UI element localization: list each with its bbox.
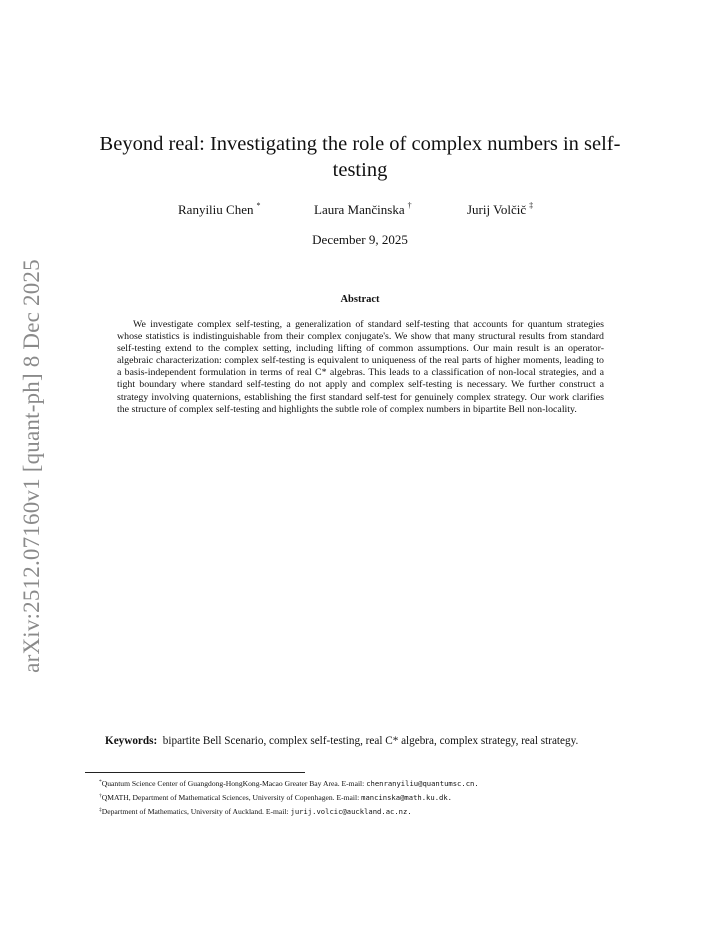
author-name: Laura Mančinska — [314, 202, 405, 217]
keywords-label: Keywords: — [105, 735, 158, 747]
keywords-text: bipartite Bell Scenario, complex self-testing, real C* algebra, complex strategy, real strategy. — [162, 735, 579, 747]
abstract-heading: Abstract — [340, 294, 380, 305]
author-name: Ranyiliu Chen — [178, 202, 254, 217]
footnote-mark: * — [99, 779, 102, 785]
footnote-email[interactable]: jurij.volcic@auckland.ac.nz. — [290, 807, 412, 817]
author-2 — [314, 201, 412, 218]
footnote-email[interactable]: chenranyiliu@quantumsc.cn. — [366, 779, 479, 788]
footnotes — [99, 776, 639, 819]
author-list — [150, 201, 570, 217]
footnote-text: QMATH, Department of Mathematical Sciences, University of Copenhagen. E-mail: — [101, 793, 362, 803]
arxiv-identifier-stamp: arXiv:2512.07160v1 [quant-ph] 8 Dec 2025 — [19, 259, 44, 673]
author-1 — [178, 201, 260, 218]
author-3 — [467, 201, 533, 218]
author-footnote-mark: * — [256, 201, 261, 210]
footnote-divider — [85, 772, 305, 773]
footnote-mark: † — [99, 793, 102, 800]
paper-title: Beyond real: Investigating the role of complex numbers in self-testing — [99, 133, 621, 181]
abstract-text: We investigate complex self-testing, a generalization of standard self-testing that accounts for quantum strategies whose statistics is indistinguishable from their complex conjugate's. We show that many structural results from standard self-testing extend to the complex setting, including lifting of common assumptions. Our main result is an operator-algebraic characterization: complex self-testing is equivalent to uniqueness of the real parts of higher moments, leading to a basis-independent formulation in terms of real C* algebras. This leads to a classification of non-local strategies, and a tight boundary where standard self-testing do not apply and complex self-testing is necessary. We further construct a strategy involving quaternions, establishing the first standard self-test for genuinely complex strategy. Our work clarifies the structure of complex self-testing and highlights the subtle role of complex numbers in bipartite Bell non-locality. — [117, 319, 604, 415]
footnote-affiliation-1 — [99, 776, 639, 790]
keywords-paragraph — [85, 733, 635, 749]
author-footnote-mark: † — [407, 201, 412, 210]
author-footnote-mark: ‡ — [529, 201, 534, 210]
paper-date: December 9, 2025 — [312, 232, 408, 247]
footnote-affiliation-2 — [99, 790, 639, 804]
footnote-text: Quantum Science Center of Guangdong-HongKong-Macao Greater Bay Area. E-mail: — [101, 779, 367, 788]
footnote-mark: ‡ — [99, 807, 102, 814]
footnote-text: Department of Mathematics, University of Auckland. E-mail: — [101, 807, 291, 817]
footnote-email[interactable]: mancinska@math.ku.dk. — [361, 793, 453, 803]
footnote-affiliation-3 — [99, 804, 639, 818]
author-name: Jurij Volčič — [467, 202, 527, 217]
